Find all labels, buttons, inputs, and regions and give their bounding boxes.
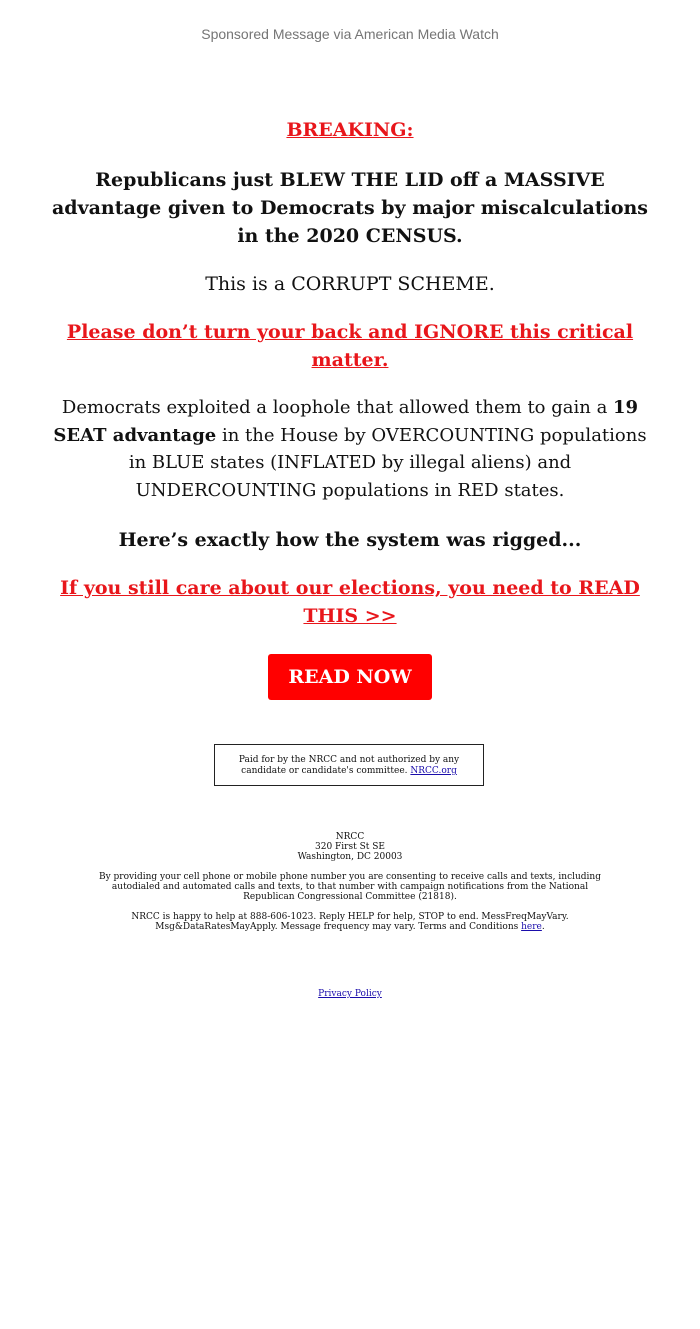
help-text [90,912,610,932]
city-address: Washington, DC 20003 [297,852,403,862]
help-period: . [541,922,545,932]
breaking-label: BREAKING: [286,119,414,141]
headline: Republicans just BLEW THE LID off a MASSIVE advantage given to Democrats by major miscalculations in the 2020 CENSUS. [51,169,648,247]
street-address: 320 First St SE [315,842,385,852]
privacy-policy-link[interactable]: Privacy Policy [318,989,382,999]
body-paragraph [50,394,650,504]
org-name: NRCC [335,832,365,842]
rigged-heading: Here’s exactly how the system was rigged... [118,529,582,551]
consent-text: By providing your cell phone or mobile phone number you are consenting to receive calls and texts, including autodialed and automated calls and texts, to that number with campaign notifications from the National Republican Congressional Committee (21818). [98,872,601,902]
email-body [50,116,650,650]
terms-link[interactable]: here [521,922,542,932]
paid-for-disclaimer [214,744,484,786]
read-now-button[interactable]: READ NOW [268,654,432,700]
body-text-2: in the House by OVERCOUNTING populations in BLUE states (INFLATED by illegal aliens) and UNDERCOUNTING populations in RED states. [128,424,647,501]
plea-link[interactable]: Please don’t turn your back and IGNORE this critical matter. [66,321,634,371]
corrupt-statement: This is a CORRUPT SCHEME. [205,273,495,295]
footer-address [90,832,610,862]
button-container [0,654,700,700]
nrcc-link[interactable]: NRCC.org [410,766,457,776]
disclaimer-text: Paid for by the NRCC and not authorized by any candidate or candidate's committee. [238,755,460,776]
body-bold-text: 19 SEAT advantage [53,397,639,446]
sponsor-text: Sponsored Message via American Media Watch [201,26,499,42]
read-this-link[interactable]: If you still care about our elections, you need to READ THIS >> [60,577,640,627]
body-text-1: Democrats exploited a loophole that allowed them to gain a [61,397,614,418]
help-body: NRCC is happy to help at 888-606-1023. Reply HELP for help, STOP to end. MessFreqMayVary. Msg&DataRatesMayApply. Message frequency may vary. Terms and Conditions [131,912,569,932]
privacy-policy-wrap [90,989,610,999]
